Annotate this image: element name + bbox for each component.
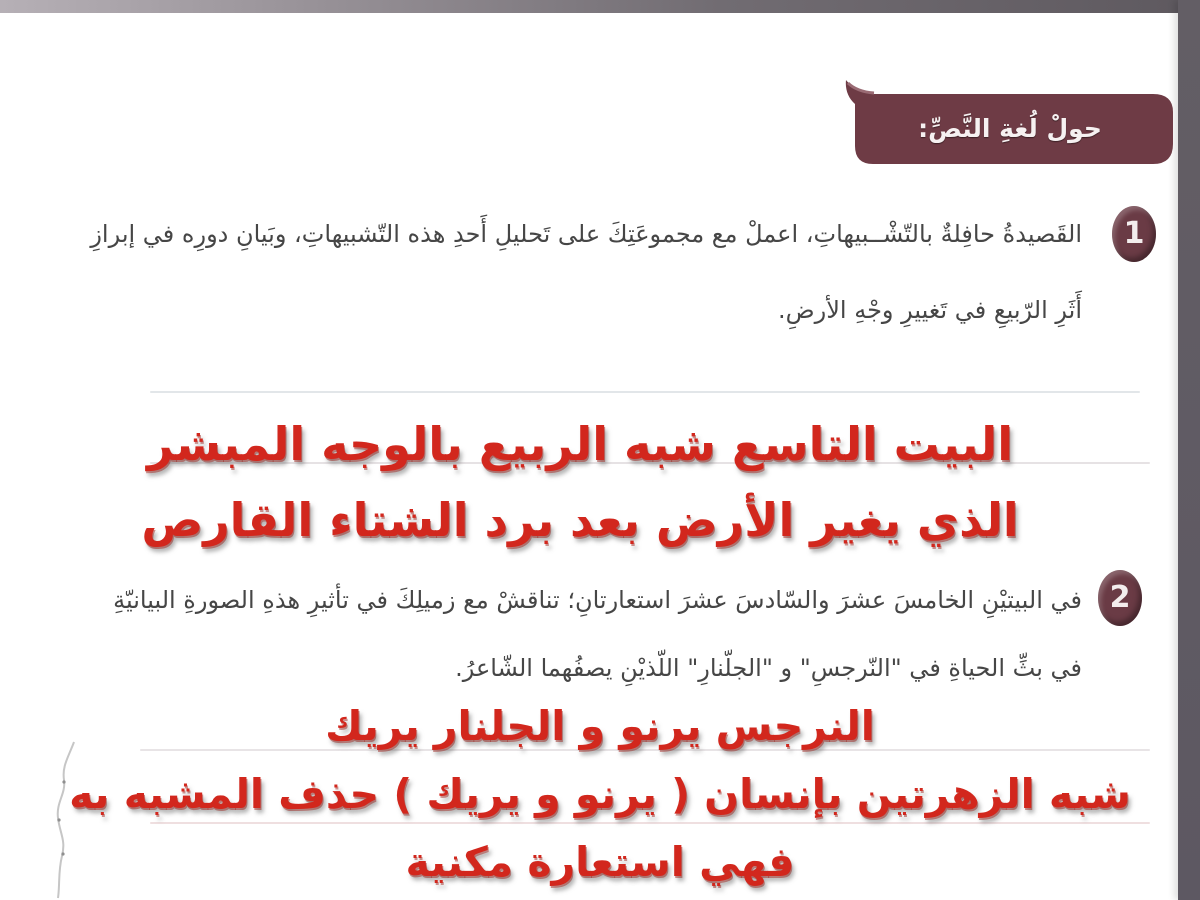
answer-2-block — [55, 692, 1145, 896]
question-1-text: القَصيدةُ حافِلةٌ بالتّشْــبيهاتِ، اعملْ مع مجموعَتِكَ على تَحليلِ أَحدِ هذه التّشبيهاتِ، وبَيانِ دورِه في إبرازِ أَثَرِ الرّبيعِ في تَغييرِ وجْهِ الأرضِ. — [90, 220, 1082, 324]
page-curl-line — [48, 740, 78, 900]
answer-2-line-2: شبه الزهرتين بإنسان ( يرنو و يريك ) حذف المشبه به — [69, 770, 1131, 818]
question-1-number: 1 — [1123, 216, 1145, 251]
answer-1-line-1: البيت التاسع شبه الربيع بالوجه المبشر — [147, 417, 1013, 471]
answer-2-line-1: النرجس يرنو و الجلنار يريك — [325, 702, 875, 750]
answer-1-line-2: الذي يغير الأرض بعد برد الشتاء القارص — [141, 493, 1019, 547]
question-2-number: 2 — [1109, 580, 1131, 615]
ruled-line — [150, 391, 1140, 393]
top-edge-bar — [0, 0, 1200, 13]
answer-1-block — [60, 406, 1100, 558]
right-edge-bar — [1178, 0, 1200, 900]
section-banner — [845, 80, 1175, 166]
section-banner-title: حولْ لُغةِ النَّصِّ: — [918, 114, 1102, 143]
question-2-number-badge — [1098, 570, 1142, 626]
question-1-number-badge — [1112, 206, 1156, 262]
answer-2-line-3: فهي استعارة مكنية — [405, 838, 795, 886]
question-2-text: في البيتيْنِ الخامسَ عشرَ والسّادسَ عشرَ استعارتانِ؛ تناقشْ مع زميلِكَ في تأثيرِ هذهِ الصورةِ البيانيّةِ في بثِّ الحياةِ في "النّرجسِ" و "الجلّنارِ" اللّذيْنِ يصفُهما الشّاعرُ. — [113, 586, 1082, 682]
